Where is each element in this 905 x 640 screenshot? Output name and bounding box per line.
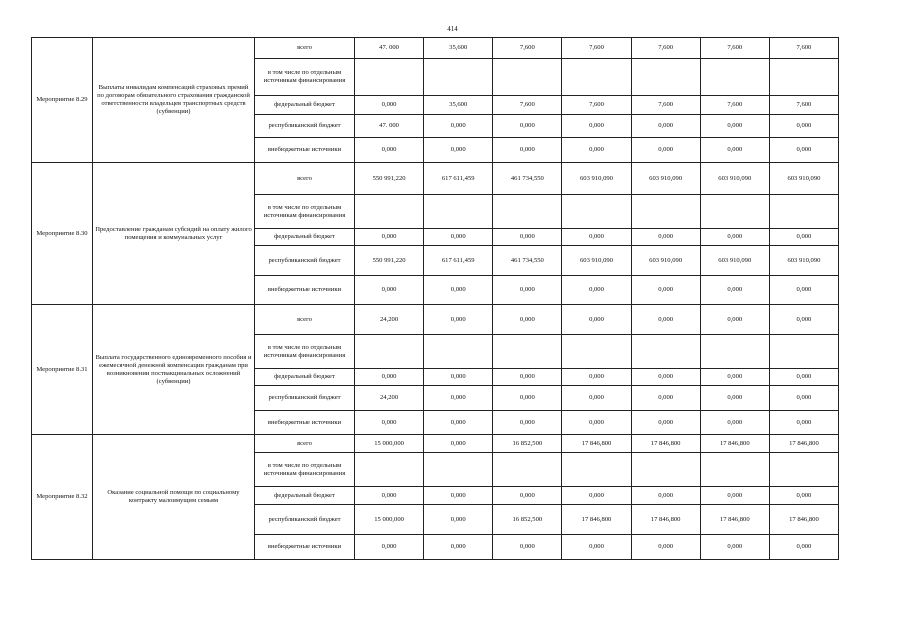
amount-cell: 0,000 [562,229,631,246]
amount-cell [631,335,700,369]
amount-cell: 7,600 [769,96,838,115]
funding-source-label: в том числе по отдельным источникам финансирования [255,335,355,369]
amount-cell: 603 910,090 [769,246,838,276]
amount-cell [700,59,769,96]
amount-cell: 0,000 [769,411,838,435]
measure-code: Мероприятие 8.29 [32,38,93,163]
amount-cell: 603 910,090 [562,163,631,195]
amount-cell [355,453,424,487]
funding-source-label: федеральный бюджет [255,96,355,115]
amount-cell: 17 846,800 [700,505,769,535]
table-row [32,305,839,335]
table-row [32,163,839,195]
amount-cell: 17 846,800 [631,435,700,453]
amount-cell [769,195,838,229]
amount-cell: 550 991,220 [355,163,424,195]
amount-cell: 617 611,459 [424,163,493,195]
amount-cell: 0,000 [355,276,424,305]
funding-source-label: республиканский бюджет [255,386,355,411]
amount-cell: 0,000 [355,487,424,505]
amount-cell: 0,000 [631,229,700,246]
amount-cell: 0,000 [769,276,838,305]
amount-cell: 0,000 [631,411,700,435]
amount-cell: 0,000 [769,305,838,335]
amount-cell [769,453,838,487]
amount-cell: 35,600 [424,96,493,115]
amount-cell: 461 734,550 [493,246,562,276]
amount-cell: 7,600 [562,38,631,59]
funding-source-label: в том числе по отдельным источникам финансирования [255,195,355,229]
amount-cell: 0,000 [493,369,562,386]
amount-cell [493,335,562,369]
amount-cell: 35,600 [424,38,493,59]
amount-cell: 0,000 [355,138,424,163]
amount-cell: 0,000 [424,369,493,386]
amount-cell: 7,600 [631,96,700,115]
amount-cell: 0,000 [562,115,631,138]
amount-cell: 0,000 [424,276,493,305]
amount-cell [424,335,493,369]
amount-cell: 0,000 [493,138,562,163]
amount-cell [562,195,631,229]
amount-cell: 0,000 [355,411,424,435]
budget-table [31,37,839,560]
amount-cell: 17 846,800 [562,505,631,535]
measure-code: Мероприятие 8.30 [32,163,93,305]
amount-cell: 0,000 [631,115,700,138]
amount-cell: 0,000 [424,115,493,138]
amount-cell [355,335,424,369]
amount-cell: 7,600 [562,96,631,115]
amount-cell: 0,000 [424,535,493,560]
amount-cell: 461 734,550 [493,163,562,195]
amount-cell: 0,000 [631,138,700,163]
amount-cell: 0,000 [424,505,493,535]
amount-cell: 0,000 [493,276,562,305]
funding-source-label: внебюджетные источники [255,138,355,163]
amount-cell: 7,600 [769,38,838,59]
amount-cell: 0,000 [769,115,838,138]
table-row [32,38,839,59]
amount-cell: 17 846,800 [769,505,838,535]
funding-source-label: республиканский бюджет [255,505,355,535]
funding-source-label: всего [255,163,355,195]
amount-cell: 0,000 [700,386,769,411]
amount-cell: 617 611,459 [424,246,493,276]
amount-cell: 603 910,090 [769,163,838,195]
amount-cell: 0,000 [493,386,562,411]
amount-cell: 15 000,000 [355,435,424,453]
amount-cell: 603 910,090 [700,246,769,276]
amount-cell: 0,000 [769,487,838,505]
amount-cell: 0,000 [562,386,631,411]
amount-cell: 0,000 [424,435,493,453]
funding-source-label: федеральный бюджет [255,229,355,246]
amount-cell: 0,000 [631,305,700,335]
amount-cell [769,335,838,369]
amount-cell: 603 910,090 [631,163,700,195]
amount-cell: 0,000 [424,487,493,505]
amount-cell: 0,000 [493,535,562,560]
budget-table-body [32,38,839,560]
funding-source-label: федеральный бюджет [255,369,355,386]
amount-cell: 7,600 [700,38,769,59]
amount-cell [493,453,562,487]
funding-source-label: внебюджетные источники [255,535,355,560]
amount-cell: 603 910,090 [562,246,631,276]
amount-cell: 0,000 [769,386,838,411]
amount-cell: 0,000 [631,386,700,411]
amount-cell: 0,000 [562,535,631,560]
amount-cell: 0,000 [769,369,838,386]
amount-cell: 0,000 [355,369,424,386]
amount-cell [700,453,769,487]
amount-cell: 0,000 [631,487,700,505]
table-row [32,435,839,453]
amount-cell: 0,000 [562,487,631,505]
amount-cell: 24,200 [355,386,424,411]
amount-cell: 0,000 [631,535,700,560]
amount-cell [700,195,769,229]
amount-cell: 0,000 [700,369,769,386]
funding-source-label: республиканский бюджет [255,246,355,276]
amount-cell [424,59,493,96]
amount-cell: 0,000 [562,411,631,435]
amount-cell: 0,000 [631,369,700,386]
amount-cell: 0,000 [700,411,769,435]
amount-cell: 0,000 [562,305,631,335]
measure-title: Выплата государственного единовременного пособия и ежемесячной денежной компенсации гражданам при возникновении поствакцинальных осложнений (субвенции) [93,305,255,435]
amount-cell: 17 846,800 [562,435,631,453]
amount-cell: 0,000 [700,487,769,505]
amount-cell: 0,000 [355,229,424,246]
amount-cell: 603 910,090 [631,246,700,276]
amount-cell: 7,600 [700,96,769,115]
amount-cell [493,59,562,96]
amount-cell [424,195,493,229]
amount-cell: 17 846,800 [769,435,838,453]
amount-cell [562,59,631,96]
amount-cell: 0,000 [493,115,562,138]
amount-cell: 17 846,800 [700,435,769,453]
amount-cell [562,335,631,369]
amount-cell: 15 000,000 [355,505,424,535]
funding-source-label: в том числе по отдельным источникам финансирования [255,59,355,96]
amount-cell [769,59,838,96]
amount-cell: 0,000 [700,276,769,305]
funding-source-label: внебюджетные источники [255,411,355,435]
amount-cell: 0,000 [493,411,562,435]
amount-cell [355,195,424,229]
amount-cell [562,453,631,487]
amount-cell: 0,000 [424,386,493,411]
amount-cell: 17 846,800 [631,505,700,535]
measure-title: Предоставление гражданам субсидий на оплату жилого помещения и коммунальных услуг [93,163,255,305]
amount-cell: 0,000 [493,305,562,335]
amount-cell: 0,000 [355,535,424,560]
amount-cell: 47. 000 [355,115,424,138]
funding-source-label: всего [255,38,355,59]
amount-cell [424,453,493,487]
amount-cell [631,59,700,96]
amount-cell: 0,000 [769,535,838,560]
amount-cell: 7,600 [493,96,562,115]
funding-source-label: в том числе по отдельным источникам финансирования [255,453,355,487]
measure-title: Оказание социальной помощи по социальному контракту малоимущим семьям [93,435,255,560]
amount-cell: 0,000 [769,229,838,246]
amount-cell: 0,000 [424,411,493,435]
amount-cell: 0,000 [562,276,631,305]
funding-source-label: федеральный бюджет [255,487,355,505]
amount-cell: 0,000 [424,229,493,246]
amount-cell: 0,000 [493,229,562,246]
funding-source-label: всего [255,435,355,453]
amount-cell: 0,000 [700,305,769,335]
measure-title: Выплаты инвалидам компенсаций страховых премий по договорам обязательного страхования гражданской ответственности владельцев транспортных средств (субвенции) [93,38,255,163]
amount-cell: 47. 000 [355,38,424,59]
amount-cell: 16 852,500 [493,505,562,535]
amount-cell: 0,000 [700,535,769,560]
amount-cell: 0,000 [424,305,493,335]
amount-cell [631,453,700,487]
amount-cell: 0,000 [493,487,562,505]
amount-cell: 0,000 [355,96,424,115]
amount-cell [355,59,424,96]
amount-cell: 0,000 [562,138,631,163]
amount-cell [493,195,562,229]
amount-cell [700,335,769,369]
amount-cell: 0,000 [700,115,769,138]
amount-cell: 0,000 [424,138,493,163]
amount-cell: 550 991,220 [355,246,424,276]
amount-cell: 0,000 [700,138,769,163]
amount-cell: 0,000 [700,229,769,246]
amount-cell: 7,600 [631,38,700,59]
amount-cell: 16 852,500 [493,435,562,453]
measure-code: Мероприятие 8.32 [32,435,93,560]
amount-cell: 24,200 [355,305,424,335]
funding-source-label: всего [255,305,355,335]
amount-cell: 0,000 [769,138,838,163]
amount-cell: 7,600 [493,38,562,59]
amount-cell: 0,000 [562,369,631,386]
funding-source-label: республиканский бюджет [255,115,355,138]
measure-code: Мероприятие 8.31 [32,305,93,435]
page-number: 414 [447,25,458,33]
amount-cell: 603 910,090 [700,163,769,195]
funding-source-label: внебюджетные источники [255,276,355,305]
amount-cell [631,195,700,229]
amount-cell: 0,000 [631,276,700,305]
